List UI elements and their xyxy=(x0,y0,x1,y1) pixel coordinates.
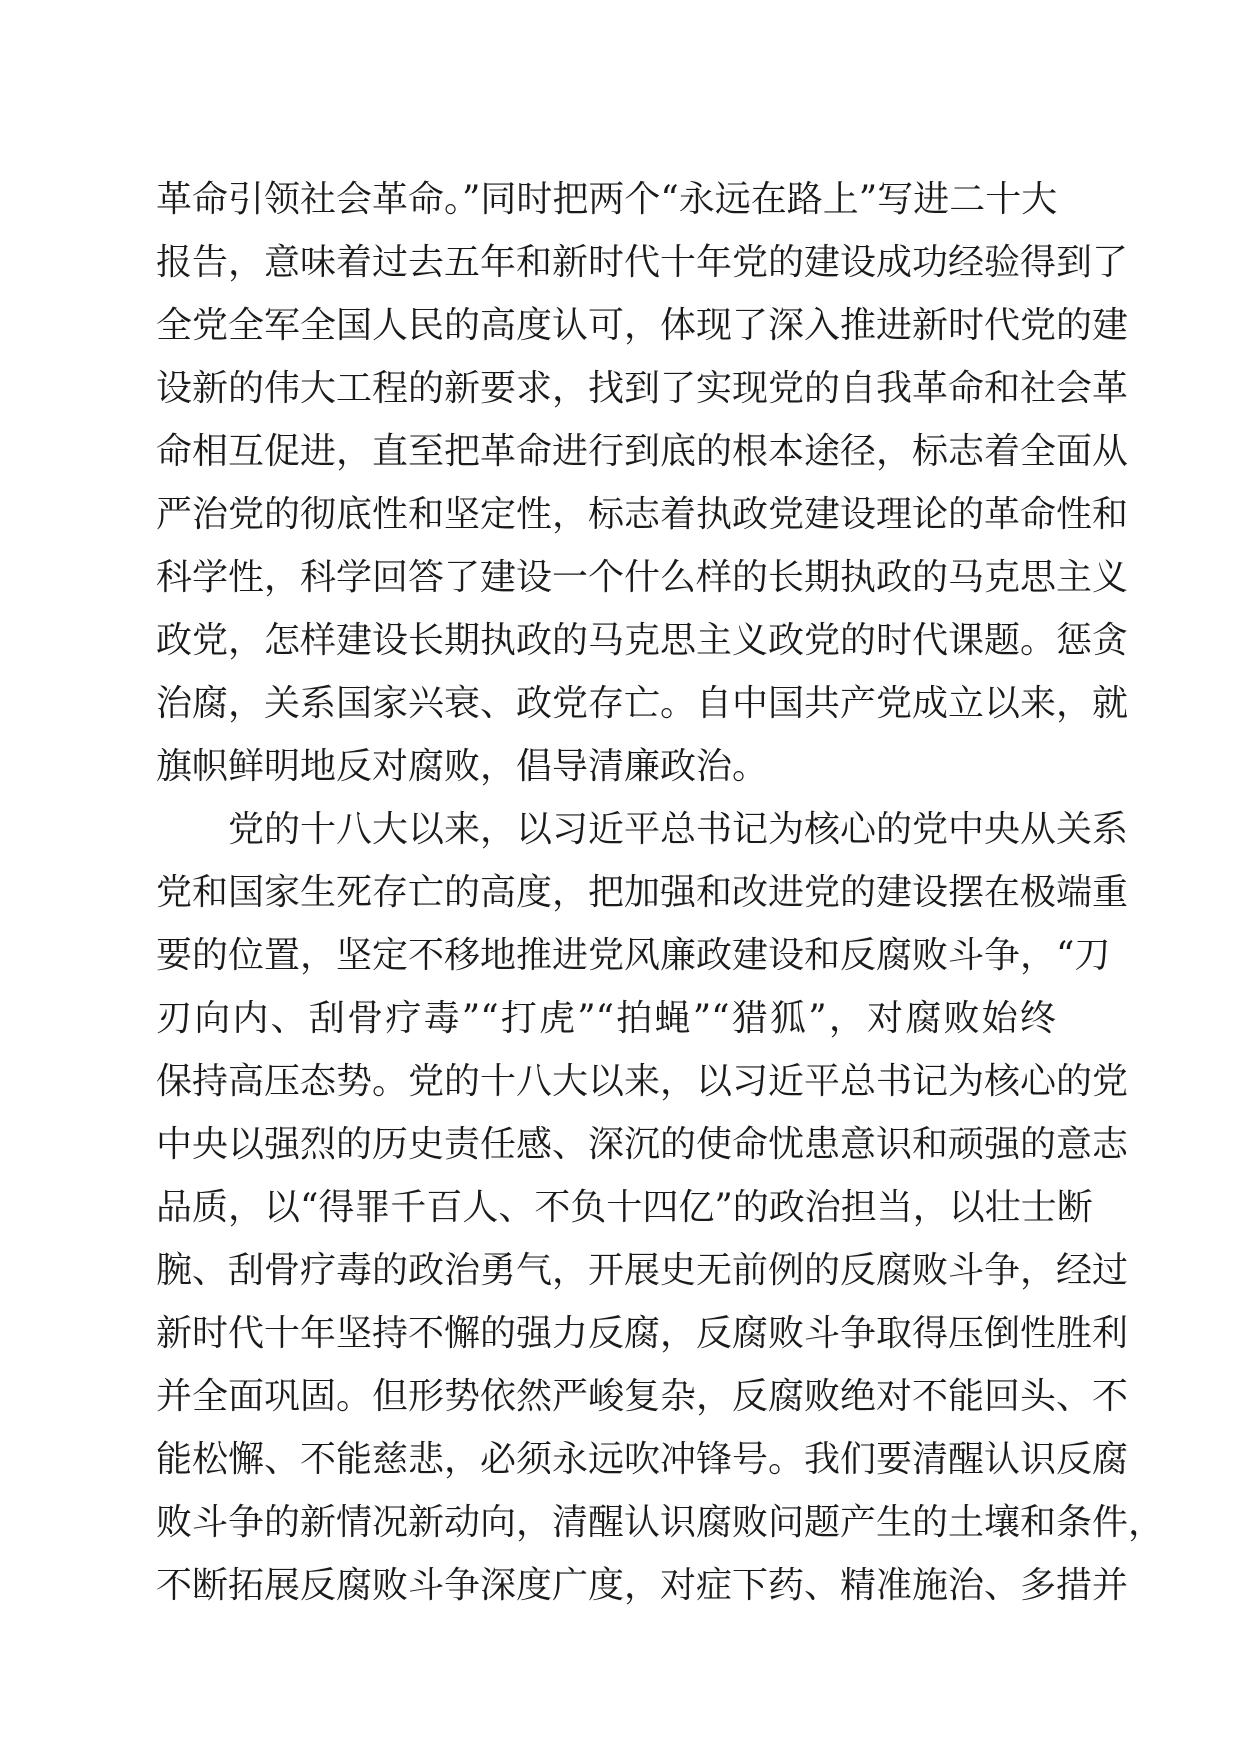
text-line: 治腐，关系国家兴衰、政党存亡。自中国共产党成立以来，就 xyxy=(156,683,1129,724)
text-line: 党的十八大以来，以习近平总书记为核心的党中央从关系 xyxy=(228,809,1129,850)
text-line: 设新的伟大工程的新要求，找到了实现党的自我革命和社会革 xyxy=(156,368,1129,409)
text-line: 腕、刮骨疗毒的政治勇气，开展史无前例的反腐败斗争，经过 xyxy=(156,1250,1129,1291)
text-line: 要的位置，坚定不移地推进党风廉政建设和反腐败斗争，“刀 xyxy=(156,935,1111,976)
text-line: 严治党的彻底性和坚定性，标志着执政党建设理论的革命性和 xyxy=(156,494,1129,535)
text-line: 革命引领社会革命。”同时把两个“永远在路上”写进二十大 xyxy=(156,179,1058,220)
text-line: 刃向内、刮骨疗毒”“打虎”“拍蝇”“猎狐”，对腐败始终 xyxy=(156,998,1056,1039)
body-text xyxy=(156,168,1165,1617)
text-line: 命相互促进，直至把革命进行到底的根本途径，标志着全面从 xyxy=(156,431,1129,472)
text-line: 保持高压态势。党的十八大以来，以习近平总书记为核心的党 xyxy=(156,1061,1129,1102)
text-line: 政党，怎样建设长期执政的马克思主义政党的时代课题。惩贪 xyxy=(156,620,1129,661)
text-line: 能松懈、不能慈悲，必须永远吹冲锋号。我们要清醒认识反腐 xyxy=(156,1439,1129,1480)
text-line: 并全面巩固。但形势依然严峻复杂，反腐败绝对不能回头、不 xyxy=(156,1376,1129,1417)
text-line: 旗帜鲜明地反对腐败，倡导清廉政治。 xyxy=(156,746,769,787)
text-line: 败斗争的新情况新动向，清醒认识腐败问题产生的土壤和条件， xyxy=(156,1502,1165,1543)
text-line: 品质，以“得罪千百人、不负十四亿”的政治担当，以壮士断 xyxy=(156,1187,1093,1228)
text-line: 全党全军全国人民的高度认可，体现了深入推进新时代党的建 xyxy=(156,305,1129,346)
text-line: 新时代十年坚持不懈的强力反腐，反腐败斗争取得压倒性胜利 xyxy=(156,1313,1129,1354)
text-line: 报告，意味着过去五年和新时代十年党的建设成功经验得到了 xyxy=(156,242,1129,283)
text-line: 不断拓展反腐败斗争深度广度，对症下药、精准施治、多措并 xyxy=(156,1565,1129,1606)
text-line: 党和国家生死存亡的高度，把加强和改进党的建设摆在极端重 xyxy=(156,872,1129,913)
text-line: 中央以强烈的历史责任感、深沉的使命忧患意识和顽强的意志 xyxy=(156,1124,1129,1165)
text-line: 科学性，科学回答了建设一个什么样的长期执政的马克思主义 xyxy=(156,557,1129,598)
